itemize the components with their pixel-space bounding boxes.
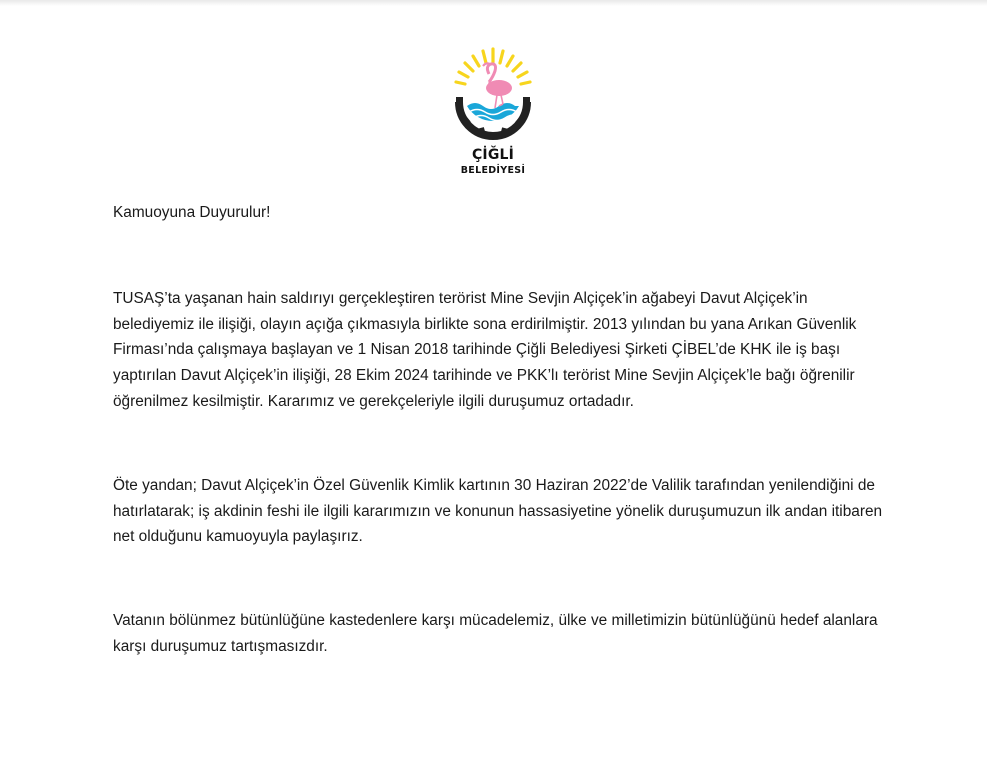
flamingo-sun-gear-emblem-icon bbox=[445, 44, 541, 144]
announcement-body bbox=[113, 200, 883, 660]
salutation: Kamuoyuna Duyurulur! bbox=[113, 204, 271, 221]
flamingo-icon bbox=[483, 63, 512, 108]
water-waves-icon bbox=[467, 103, 519, 121]
logo-subtitle: BELEDİYESİ bbox=[460, 165, 526, 176]
logo-title: ÇİĞLİ bbox=[471, 147, 515, 163]
cigli-belediyesi-logo bbox=[445, 44, 541, 184]
paragraph-closing-statement: Vatanın bölünmez bütünlüğüne kastedenlere karşı mücadelemiz, ülke ve milletimizin bütünlüğünü hedef alanlara karşı duruşumuz tartışmasızdır. bbox=[113, 612, 878, 655]
paragraph-id-card: Öte yandan; Davut Alçiçek’in Özel Güvenlik Kimlik kartının 30 Haziran 2022’de Valilik tarafından yenilendiğini de hatırlatarak; iş akdinin feshi ile ilgili kararımızın ve konunun hassasiyetine yönelik duruşumuzun ilk andan itibaren net olduğunu kamuoyuyla paylaşırız. bbox=[113, 476, 883, 546]
top-edge-shadow bbox=[0, 0, 987, 6]
paragraph-dismissal: TUSAŞ’ta yaşanan hain saldırıyı gerçekleştiren terörist Mine Sevjin Alçiçek’in ağabeyi Davut Alçiçek’in belediyemiz ile ilişiği, olayın açığa çıkmasıyla birlikte sona erdirilmiştir. 2013 yılından bu yana Arıkan Güvenlik Firması’nda çalışmaya başlayan ve 1 Nisan 2018 tarihinde Çiğli Belediyesi Şirketi ÇİBEL’de KHK ile iş başı yaptırılan Davut Alçiçek’in ilişiği, 28 Ekim 2024 tarihinde ve PKK’lı terörist Mine Sevjin Alçiçek’le bağı öğrenilir öğrenilmez kesilmiştir. Kararımız ve gerekçeleriyle ilgili duruşumuz ortadadır. bbox=[113, 289, 857, 410]
